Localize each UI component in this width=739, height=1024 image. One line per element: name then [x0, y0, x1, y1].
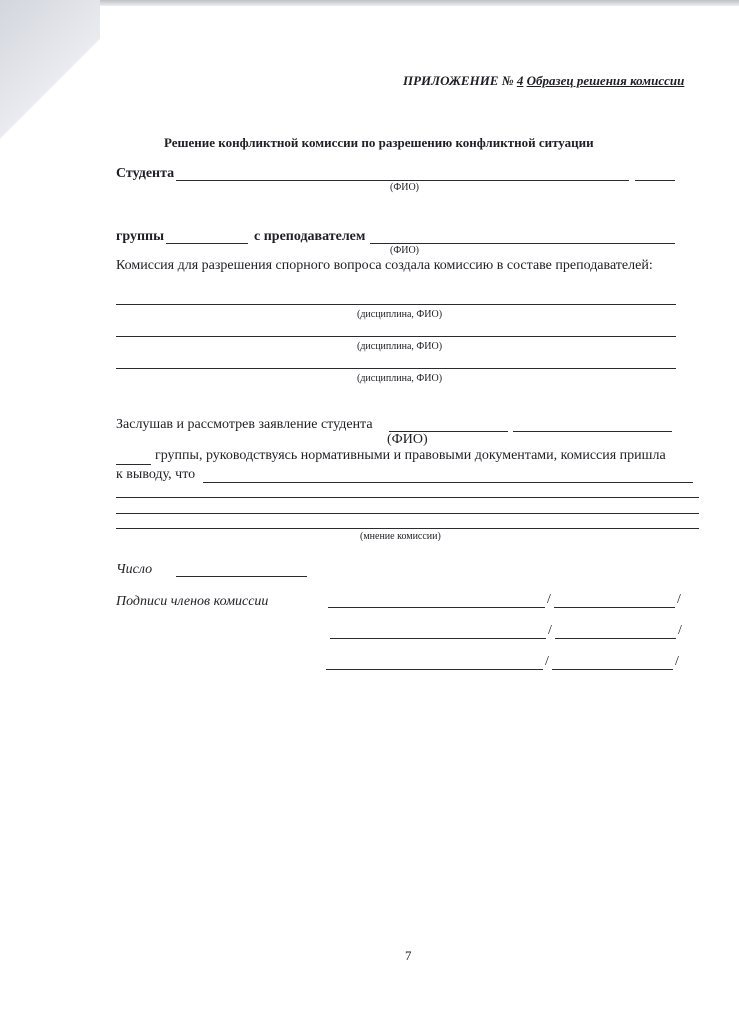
signatures-label: Подписи членов комиссии: [116, 594, 269, 609]
heard-fio-caption: (ФИО): [387, 432, 428, 447]
conclusion-line-2: [116, 497, 699, 498]
heard-text: Заслушав и рассмотрев заявление студента: [116, 417, 373, 432]
teacher-fio-line: [370, 243, 675, 244]
discipline-caption-1: (дисциплина, ФИО): [357, 309, 443, 320]
signature-line-1a: [328, 607, 545, 608]
teacher-fio-caption: (ФИО): [390, 245, 420, 256]
signature-line-1b: [554, 607, 675, 608]
discipline-caption-2: (дисциплина, ФИО): [357, 341, 443, 352]
commission-text: Комиссия для разрешения спорного вопроса создала комиссию в составе преподавателей:: [116, 258, 653, 273]
heard-student-line-2: [513, 431, 672, 432]
group-label: группы: [116, 229, 165, 244]
signature-end-3: /: [675, 654, 679, 669]
student-label: Студента: [116, 166, 175, 181]
discipline-line-2: [116, 336, 676, 337]
signature-line-2b: [555, 638, 676, 639]
group-guided-text: группы, руководствуясь нормативными и правовыми документами, комиссия пришла: [155, 448, 666, 463]
appendix-number: 4: [516, 73, 524, 88]
signature-line-2a: [330, 638, 546, 639]
conclusion-line-4: [116, 528, 699, 529]
date-line: [176, 576, 307, 577]
conclusion-text: к выводу, что: [116, 467, 196, 482]
teacher-label: с преподавателем: [254, 229, 366, 244]
group-number-line: [166, 243, 248, 244]
signature-end-2: /: [678, 623, 682, 638]
discipline-line-1: [116, 304, 676, 305]
appendix-prefix: ПРИЛОЖЕНИЕ №: [403, 73, 514, 88]
signature-end-1: /: [677, 592, 681, 607]
conclusion-line-1: [203, 482, 693, 483]
signature-separator-3: /: [545, 654, 549, 669]
opinion-caption: (мнение комиссии): [360, 531, 441, 542]
student-extra-line: [635, 180, 675, 181]
folded-corner: [0, 0, 100, 150]
appendix-title: Образец решения комиссии: [526, 73, 685, 88]
signature-line-3a: [326, 669, 543, 670]
discipline-caption-3: (дисциплина, ФИО): [357, 373, 443, 384]
discipline-line-3: [116, 368, 676, 369]
signature-line-3b: [552, 669, 673, 670]
signature-separator-2: /: [548, 623, 552, 638]
date-label: Число: [116, 562, 153, 577]
signature-separator-1: /: [547, 592, 551, 607]
appendix-header: [403, 73, 684, 89]
document-title: Решение конфликтной комиссии по разрешению конфликтной ситуации: [164, 135, 594, 150]
group-number-line-2: [116, 464, 151, 465]
page-number: 7: [405, 948, 412, 963]
scan-edge-top: [100, 0, 739, 6]
student-fio-line: [176, 180, 629, 181]
student-fio-caption: (ФИО): [390, 182, 420, 193]
conclusion-line-3: [116, 513, 699, 514]
